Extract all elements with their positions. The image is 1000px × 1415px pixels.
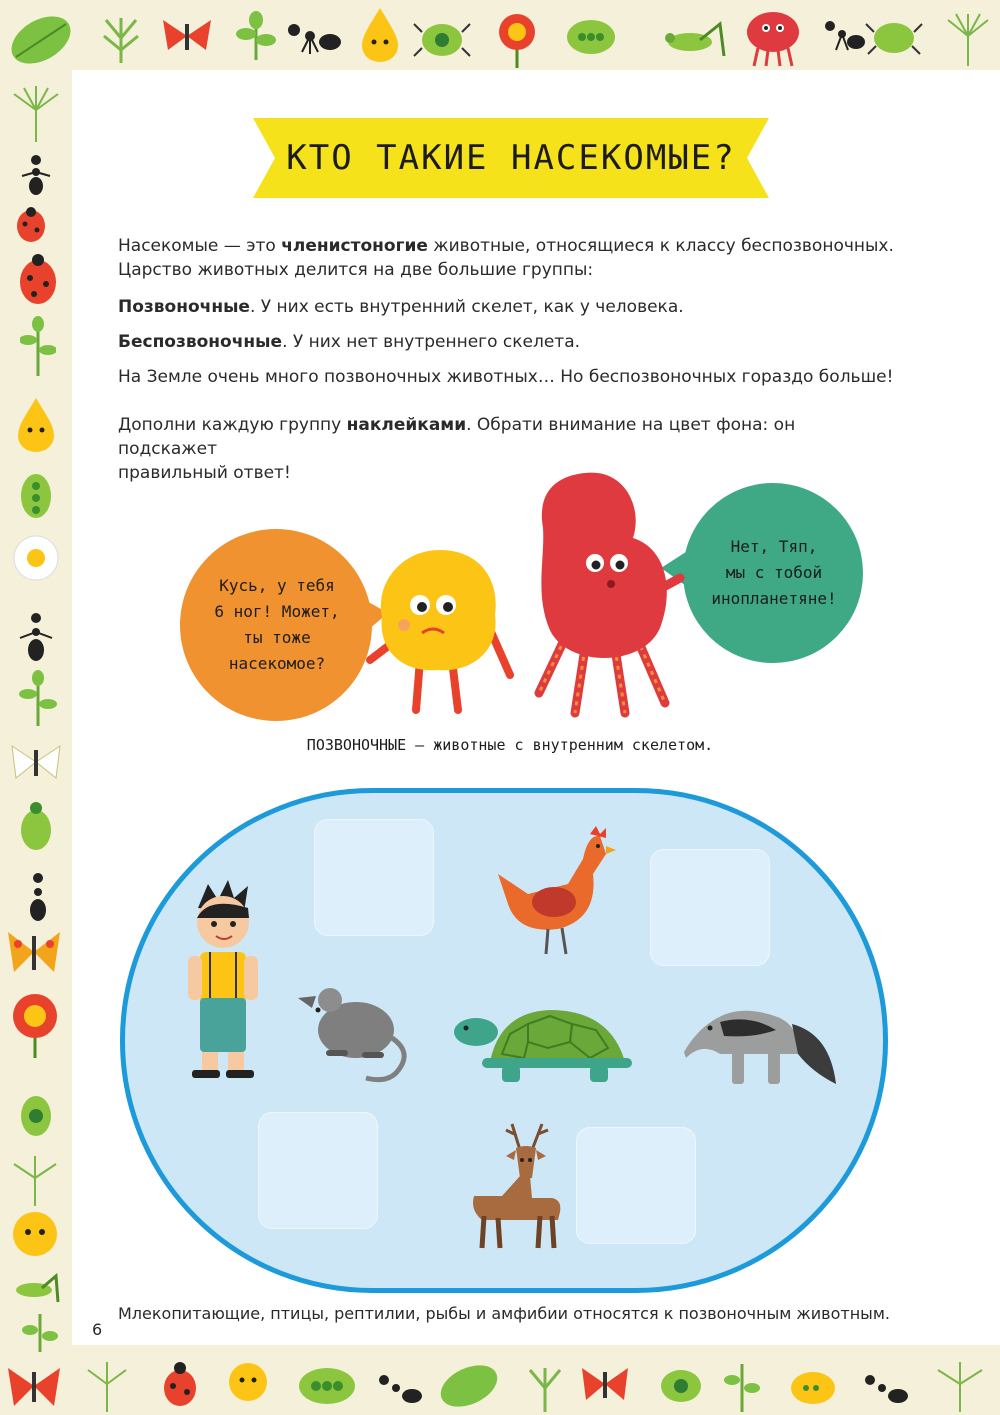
butterfly-icon — [158, 12, 216, 60]
speech-bubble-left — [194, 545, 360, 705]
text-span: Дополни каждую группу — [118, 415, 347, 435]
text-span: правильный ответ! — [118, 463, 291, 483]
drop-character-icon — [16, 396, 56, 452]
intro-paragraph-1 — [118, 234, 898, 282]
ladybug-icon — [18, 252, 58, 308]
green-beetle-icon — [14, 1086, 58, 1142]
sticker-slot[interactable] — [650, 849, 770, 966]
bubble-line: инопланетяне! — [711, 588, 837, 608]
sticker-slot[interactable] — [576, 1127, 696, 1244]
intro-paragraph-4: На Земле очень много позвоночных животных… Но беспозвоночных гораздо больше! — [118, 367, 894, 387]
butterfly-icon — [4, 926, 64, 982]
ant-icon — [14, 610, 58, 666]
dill-icon — [8, 80, 64, 142]
green-beetle-icon — [14, 460, 58, 526]
leaf-icon — [436, 1360, 502, 1412]
text-span: . У них нет внутреннего скелета. — [282, 332, 581, 352]
hen-illustration — [488, 824, 618, 959]
instruction-paragraph — [118, 413, 898, 485]
butterfly-icon — [578, 1362, 632, 1406]
sprout-icon — [234, 10, 278, 60]
green-beetle-icon — [14, 798, 58, 854]
drop-character-icon — [360, 6, 400, 62]
ant-icon — [374, 1366, 430, 1410]
bold-term: Беспозвоночные — [118, 332, 283, 352]
bubble-line: насекомое? — [228, 654, 326, 673]
ant-icon — [16, 870, 60, 926]
sticker-slot[interactable] — [258, 1112, 378, 1229]
red-character-illustration — [525, 468, 695, 723]
green-beetle-icon — [652, 1360, 710, 1410]
green-bug-icon — [292, 1362, 362, 1410]
ant-icon — [860, 1366, 916, 1410]
bubble-line: ты тоже — [243, 628, 311, 647]
green-bug-icon — [560, 14, 622, 60]
grass-icon — [522, 1358, 568, 1412]
mouse-illustration — [296, 978, 414, 1083]
bubble-line: мы с тобой — [725, 562, 823, 582]
text-span: Насекомые — это — [118, 236, 282, 256]
yellow-beetle-icon — [786, 1362, 840, 1410]
ladybug-icon — [14, 206, 48, 244]
bold-term: членистоногие — [281, 236, 428, 256]
turtle-illustration — [450, 1002, 640, 1087]
flower-icon — [494, 10, 540, 68]
butterfly-icon — [4, 1362, 64, 1412]
ant-icon — [820, 14, 870, 58]
butterfly-icon — [8, 740, 64, 786]
anteater-illustration — [680, 984, 840, 1092]
flower-icon — [8, 990, 62, 1058]
footer-note: Млекопитающие, птицы, рептилии, рыбы и амфибии относятся к позвоночным животным. — [118, 1304, 890, 1323]
sprout-icon — [20, 316, 56, 376]
yellow-character-illustration — [360, 545, 525, 720]
leaf-icon — [6, 12, 76, 67]
bubble-line: 6 ног! Может, — [214, 602, 340, 621]
red-monster-icon — [742, 8, 804, 68]
bold-term: наклейками — [346, 415, 467, 435]
title-banner — [253, 118, 769, 198]
dill-icon — [8, 1150, 62, 1206]
boy-illustration — [178, 878, 268, 1080]
text-span: . Обрати внимание на цвет фона: он подскажет — [118, 415, 796, 459]
bubble-line: Нет, Тяп, — [730, 536, 818, 556]
ant-icon — [14, 152, 58, 198]
dill-icon — [84, 1358, 130, 1412]
grasshopper-icon — [10, 1272, 60, 1306]
page-number: 6 — [92, 1320, 103, 1339]
text-span: Царство животных делится на две большие группы: — [118, 260, 594, 280]
intro-paragraph-2 — [118, 295, 898, 319]
dill-icon — [940, 6, 996, 66]
ladybug-icon — [160, 1360, 200, 1408]
sprout-icon — [20, 1308, 60, 1352]
text-span: животные, относящиеся к классу беспозвоночных. — [427, 236, 894, 256]
green-beetle-icon — [864, 14, 924, 60]
grasshopper-icon — [660, 16, 726, 60]
sprout-icon — [18, 670, 58, 726]
dill-icon — [930, 1356, 990, 1412]
yellow-character-icon — [226, 1358, 270, 1412]
grass-icon — [96, 8, 146, 63]
daisy-icon — [10, 532, 62, 584]
sticker-slot[interactable] — [314, 819, 434, 936]
speech-bubble-right — [694, 500, 854, 645]
bubble-line: Кусь, у тебя — [219, 576, 335, 595]
bold-term: Позвоночные — [118, 297, 250, 317]
sprout-icon — [722, 1358, 762, 1412]
page-title: КТО ТАКИЕ НАСЕКОМЫЕ? — [286, 138, 736, 178]
green-beetle-icon — [412, 14, 472, 62]
yellow-character-icon — [10, 1208, 60, 1266]
deer-illustration — [462, 1120, 574, 1252]
text-span: . У них есть внутренний скелет, как у человека. — [249, 297, 684, 317]
intro-paragraph-3 — [118, 330, 898, 354]
vertebrates-caption: ПОЗВОНОЧНЫЕ — животные с внутренним скелетом. — [306, 736, 714, 754]
ant-icon — [282, 14, 352, 58]
